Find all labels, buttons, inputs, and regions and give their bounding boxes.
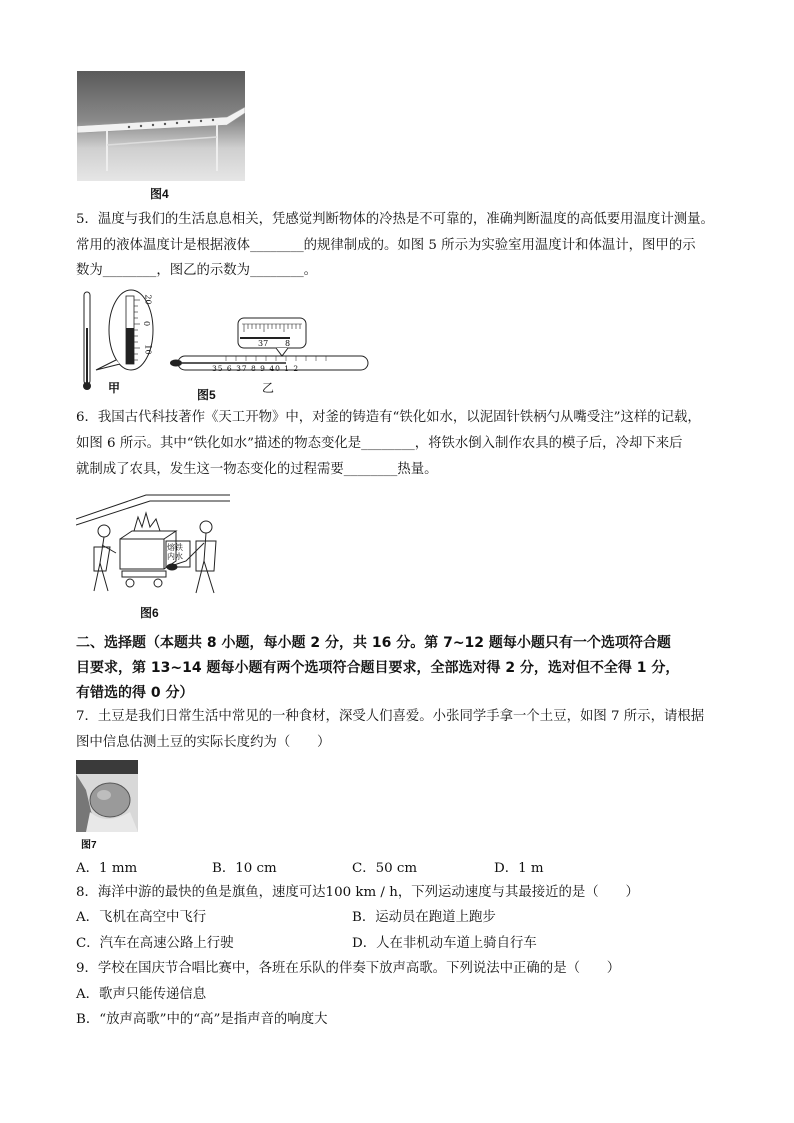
q6-line-2: 如图 6 所示。其中“铁化如水”描述的物态变化是________，将铁水倒入制作农具的模子后，冷却下来后	[76, 436, 683, 451]
figure-7-caption: 图7	[81, 840, 97, 851]
q6-line-3: 就制成了农具，发生这一物态变化的过程需要________热量。	[76, 462, 438, 477]
q5-line-2: 常用的液体温度计是根据液体________的规律制成的。如图 5 所示为实验室用温度计和体温计，图甲的示	[76, 238, 696, 253]
figure-6-caption: 图6	[140, 606, 159, 620]
q7-option-d[interactable]: D．1 m	[494, 861, 544, 876]
q8-option-c[interactable]: C．汽车在高速公路上行驶	[76, 936, 234, 951]
figure-4-caption: 图4	[150, 187, 169, 201]
q7-line-1: 7．土豆是我们日常生活中常见的一种食材，深受人们喜爱。小张同学手拿一个土豆，如图 7 所示，请根据	[76, 709, 705, 724]
q9-option-a[interactable]: A．歌声只能传递信息	[76, 987, 207, 1002]
q9-option-b[interactable]: B．“放声高歌”中的“高”是指声音的响度大	[76, 1012, 328, 1027]
q8-option-b[interactable]: B．运动员在跑道上跑步	[352, 910, 496, 925]
fig5-label-jia: 甲	[108, 381, 121, 395]
q7-line-2: 图中信息估测土豆的实际长度约为（ ）	[76, 735, 331, 750]
fig5-clinical-scale: 35 6 37 8 9 40 1 2	[212, 364, 300, 373]
section-2-heading-line-1: 二、选择题（本题共 8 小题，每小题 2 分，共 16 分。第 7~12 题每小题只有一个选项符合题	[76, 635, 671, 651]
q6-line-1: 6．我国古代科技著作《天工开物》中，对釜的铸造有“铁化如水，以泥固针铁柄勺从嘴受注”这样的记载，	[76, 410, 701, 425]
fig5-lab-tick-3: 10	[143, 344, 153, 355]
fig5-mag-label-37: 37	[258, 339, 269, 348]
fig5-label-yi: 乙	[262, 381, 275, 395]
figure-4-photo	[77, 71, 245, 181]
fig5-lab-tick-1: 20	[143, 294, 153, 305]
q8-option-d[interactable]: D．人在非机动车道上骑自行车	[352, 936, 537, 951]
section-2-heading-line-2: 目要求，第 13~14 题每小题有两个选项符合题目要求，全部选对得 2 分，选对但不全得 1 分，	[76, 660, 680, 676]
figure-6-illustration	[76, 491, 230, 601]
q9-line-1: 9．学校在国庆节合唱比赛中，各班在乐队的伴奏下放声高歌。下列说法中正确的是（ ）	[76, 961, 621, 976]
fig6-sign: 熔铁内水	[167, 543, 183, 561]
fig5-lab-tick-2: 0	[142, 320, 152, 327]
q7-option-a[interactable]: A．1 mm	[76, 861, 138, 876]
figure-7-photo	[76, 760, 138, 832]
section-2-heading-line-3: 有错选的得 0 分）	[76, 685, 194, 701]
q8-option-a[interactable]: A．飞机在高空中飞行	[76, 910, 207, 925]
figure-5-diagram	[76, 288, 376, 394]
q7-option-b[interactable]: B．10 cm	[212, 861, 277, 876]
figure-5-caption: 图5	[197, 388, 216, 402]
q5-line-3: 数为________，图乙的示数为________。	[76, 263, 318, 278]
fig5-mag-label-8: 8	[285, 339, 291, 348]
q8-line-1: 8．海洋中游的最快的鱼是旗鱼，速度可达100 km / h，下列运动速度与其最接近的是（ ）	[76, 885, 639, 900]
q7-option-c[interactable]: C．50 cm	[352, 861, 418, 876]
q5-line-1: 5．温度与我们的生活息息相关，凭感觉判断物体的冷热是不可靠的，准确判断温度的高低要用温度计测量。	[76, 212, 714, 227]
